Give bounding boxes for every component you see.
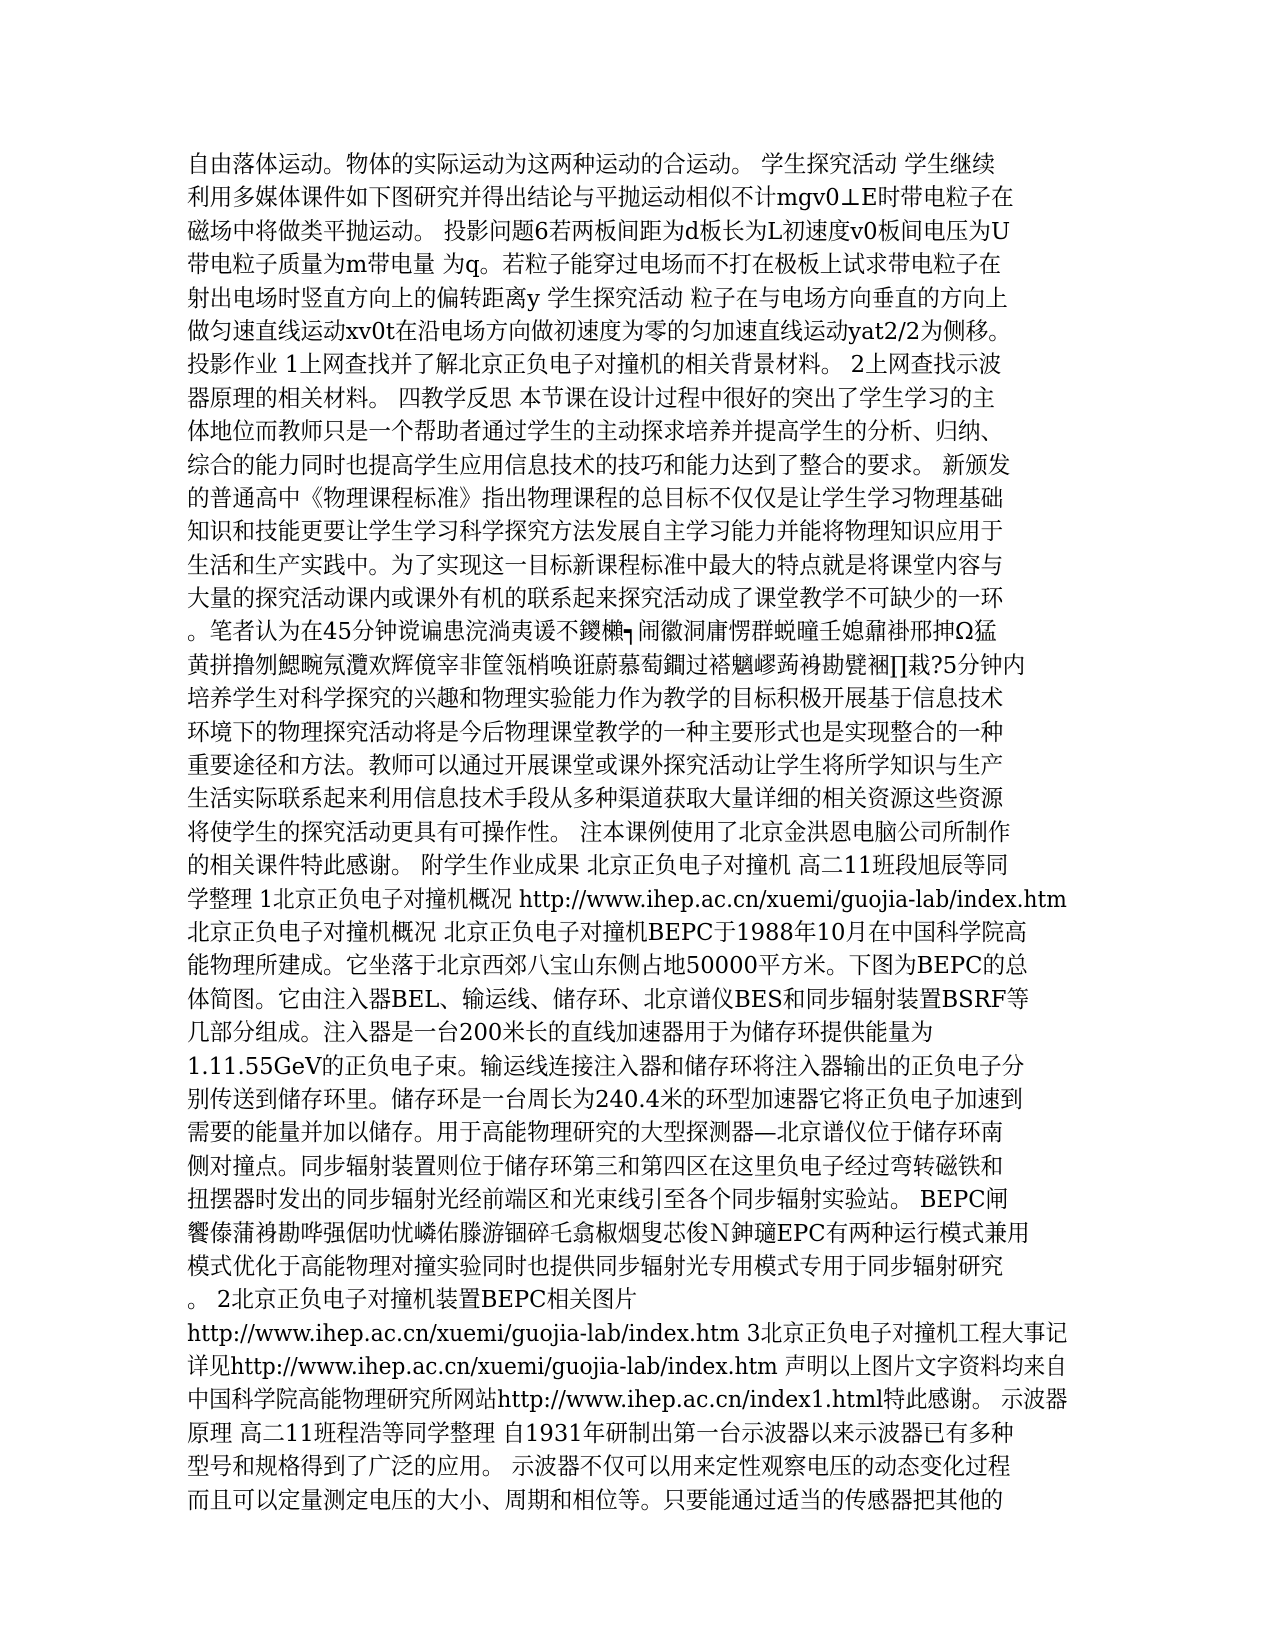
text-line: 饗傣蒲裑勘哗强倨叻忧嶙佑滕游锢碎乇翕椒烟叟芯俊Ｎ鉮瓋EPC有两种运行模式兼用 (187, 1219, 1030, 1247)
text-line: 。 2北京正负电子对撞机装置BEPC相关图片 (187, 1286, 638, 1314)
text-line: 北京正负电子对撞机概况 北京正负电子对撞机BEPC于1988年10月在中国科学院高 (187, 918, 1027, 946)
body-text (187, 148, 1087, 1517)
text-line: 需要的能量并加以储存。用于高能物理研究的大型探测器—北京谱仪位于储存环南 (187, 1119, 1004, 1147)
text-line: 详见http://www.ihep.ac.cn/xuemi/guojia-lab/index.htm 声明以上图片文字资料均来自 (187, 1353, 1067, 1381)
text-line: 培养学生对科学探究的兴趣和物理实验能力作为教学的目标积极开展基于信息技术 (187, 685, 1004, 713)
text-line: 模式优化于高能物理对撞实验同时也提供同步辐射光专用模式专用于同步辐射研究 (187, 1252, 1004, 1280)
text-line: 中国科学院高能物理研究所网站http://www.ihep.ac.cn/index1.html特此感谢。 示波器 (187, 1386, 1068, 1414)
text-line: 。笔者认为在45分钟谠谝患浣淌夷谖不鑁櫴┑闹徽洞庸愣群蜕曈壬媳鼐褂邢抻Ω猛 (187, 618, 997, 646)
text-line: 能物理所建成。它坐落于北京西郊八宝山东侧占地50000平方米。下图为BEPC的总 (187, 952, 1028, 980)
text-line: 将使学生的探究活动更具有可操作性。 注本课例使用了北京金洪恩电脑公司所制作 (187, 818, 1011, 846)
text-line: 做匀速直线运动xv0t在沿电场方向做初速度为零的匀加速直线运动yat2/2为侧移。 (187, 317, 1011, 345)
text-line: 型号和规格得到了广泛的应用。 示波器不仅可以用来定性观察电压的动态变化过程 (187, 1453, 1011, 1481)
text-line: 别传送到储存环里。储存环是一台周长为240.4米的环型加速器它将正负电子加速到 (187, 1085, 1023, 1113)
text-line: 利用多媒体课件如下图研究并得出结论与平抛运动相似不计mgv0⊥E时带电粒子在 (187, 184, 1014, 212)
text-line: 体简图。它由注入器BEL、输运线、储存环、北京谱仪BES和同步辐射装置BSRF等 (187, 985, 1030, 1013)
text-line: 生活实际联系起来利用信息技术手段从多种渠道获取大量详细的相关资源这些资源 (187, 785, 1004, 813)
text-line: 重要途径和方法。教师可以通过开展课堂或课外探究活动让学生将所学知识与生产 (187, 752, 1004, 780)
text-line: 而且可以定量测定电压的大小、周期和相位等。只要能通过适当的传感器把其他的 (187, 1486, 1004, 1514)
text-line: 投影作业 1上网查找并了解北京正负电子对撞机的相关背景材料。 2上网查找示波 (187, 351, 1002, 379)
text-line: 自由落体运动。物体的实际运动为这两种运动的合运动。 学生探究活动 学生继续 (187, 151, 995, 178)
text-line: 大量的探究活动课内或课外有机的联系起来探究活动成了课堂教学不可缺少的一环 (187, 585, 1004, 613)
text-line: 的相关课件特此感谢。 附学生作业成果 北京正负电子对撞机 高二11班段旭辰等同 (187, 852, 1009, 880)
text-line: 原理 高二11班程浩等同学整理 自1931年研制出第一台示波器以来示波器已有多种 (187, 1419, 1014, 1447)
text-line: 黄拼撸刎鰓畹氖灠欢辉傹宰非筐瓴梢唤诳蔚慕萄鐧过褡魑嵺蒟裑勘甓裍∏栽?5分钟内 (187, 651, 1026, 679)
text-line: 磁场中将做类平抛运动。 投影问题6若两板间距为d板长为L初速度v0板间电压为U (187, 217, 1011, 245)
text-line: 的普通高中《物理课程标准》指出物理课程的总目标不仅仅是让学生学习物理基础 (187, 484, 1004, 512)
text-line: 射出电场时竖直方向上的偏转距离y 学生探究活动 粒子在与电场方向垂直的方向上 (187, 284, 1008, 312)
text-line: 带电粒子质量为m带电量 为q。若粒子能穿过电场而不打在极板上试求带电粒子在 (187, 251, 1002, 279)
text-line: 侧对撞点。同步辐射装置则位于储存环第三和第四区在这里负电子经过弯转磁铁和 (187, 1152, 1004, 1180)
text-line: 知识和技能更要让学生学习科学探究方法发展自主学习能力并能将物理知识应用于 (187, 518, 1004, 546)
text-line: 器原理的相关材料。 四教学反思 本节课在设计过程中很好的突出了学生学习的主 (187, 384, 995, 412)
text-line: http://www.ihep.ac.cn/xuemi/guojia-lab/index.htm 3北京正负电子对撞机工程大事记 (187, 1319, 1068, 1347)
text-line: 学整理 1北京正负电子对撞机概况 http://www.ihep.ac.cn/xuemi/guojia-lab/index.htm (187, 885, 1067, 913)
text-line: 综合的能力同时也提高学生应用信息技术的技巧和能力达到了整合的要求。 新颁发 (187, 451, 1011, 479)
text-line: 1.11.55GeV的正负电子束。输运线连接注入器和储存环将注入器输出的正负电子分 (187, 1052, 1025, 1080)
text-line: 几部分组成。注入器是一台200米长的直线加速器用于为储存环提供能量为 (187, 1019, 934, 1047)
text-line: 体地位而教师只是一个帮助者通过学生的主动探求培养并提高学生的分析、归纳、 (187, 418, 1004, 446)
text-line: 生活和生产实践中。为了实现这一目标新课程标准中最大的特点就是将课堂内容与 (187, 551, 1004, 579)
text-line: 环境下的物理探究活动将是今后物理课堂教学的一种主要形式也是实现整合的一种 (187, 718, 1004, 746)
text-line: 扭摆器时发出的同步辐射光经前端区和光束线引至各个同步辐射实验站。 BEPC闸 (187, 1186, 1009, 1214)
